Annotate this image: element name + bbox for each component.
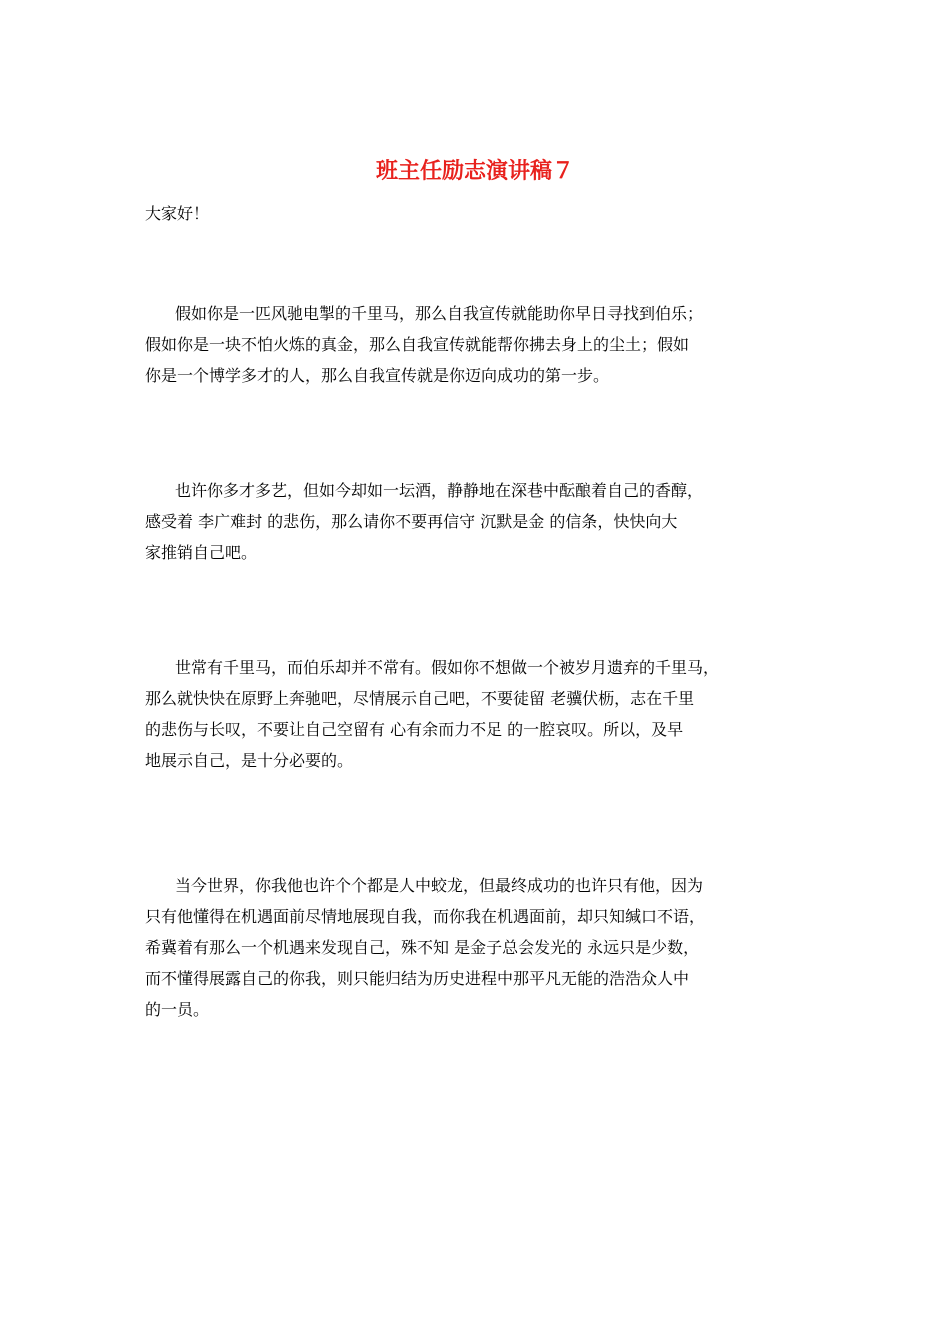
paragraph-line: 的一员。: [145, 1000, 210, 1019]
paragraph-line: 希冀着有那么一个机遇来发现自己，殊不知 是金子总会发光的 永远只是少数，: [145, 938, 700, 957]
paragraph-line: 的悲伤与长叹，不要让自己空留有 心有余而力不足 的一腔哀叹。所以，及早: [145, 720, 684, 739]
paragraph-2: [145, 475, 815, 568]
document-title: 班主任励志演讲稿７: [375, 158, 574, 184]
paragraph-line: 世常有千里马，而伯乐却并不常有。假如你不想做一个被岁月遗弃的千里马，: [175, 658, 720, 677]
paragraph-line: 那么就快快在原野上奔驰吧，尽情展示自己吧，不要徒留 老骥伏枥，志在千里: [145, 689, 695, 708]
paragraph-4: [145, 870, 815, 1025]
paragraph-line: 只有他懂得在机遇面前尽情地展现自我，而你我在机遇面前，却只知缄口不语，: [145, 907, 706, 926]
paragraph-line: 当今世界，你我他也许个个都是人中蛟龙，但最终成功的也许只有他，因为: [175, 876, 704, 895]
paragraph-line: 家推销自己吧。: [145, 543, 258, 562]
paragraph-line: 假如你是一块不怕火炼的真金，那么自我宣传就能帮你拂去身上的尘土；假如: [145, 335, 690, 354]
paragraph-line: 你是一个博学多才的人，那么自我宣传就是你迈向成功的第一步。: [145, 366, 610, 385]
paragraph-1: [145, 298, 815, 391]
paragraph-3: [145, 652, 815, 776]
greeting: 大家好！: [145, 204, 210, 223]
paragraph-line: 也许你多才多艺，但如今却如一坛酒，静静地在深巷中酝酿着自己的香醇，: [175, 481, 704, 500]
paragraph-line: 而不懂得展露自己的你我，则只能归结为历史进程中那平凡无能的浩浩众人中: [145, 969, 690, 988]
paragraph-line: 假如你是一匹风驰电掣的千里马，那么自我宣传就能助你早日寻找到伯乐；: [175, 304, 704, 323]
paragraph-line: 感受着 李广难封 的悲伤，那么请你不要再信守 沉默是金 的信条，快快向大: [145, 512, 678, 531]
paragraph-line: 地展示自己，是十分必要的。: [145, 751, 354, 770]
